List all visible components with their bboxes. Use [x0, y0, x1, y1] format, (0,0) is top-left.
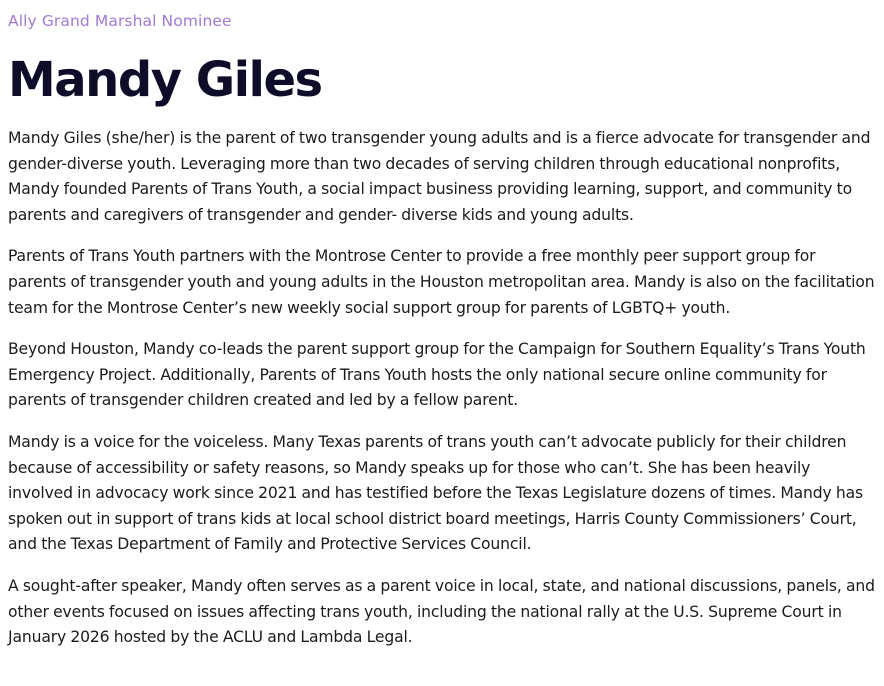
bio-paragraph: Mandy is a voice for the voiceless. Many Texas parents of trans youth can’t advocate publicly for their children because of accessibility or safety reasons, so Mandy speaks up for those who can’t. She has been heavily involved in advocacy work since 2021 and has testified before the Texas Legislature dozens of times. Mandy has spoken out in support of trans kids at local school district board meetings, Harris County Commissioners’ Court, and the Texas Department of Family and Protective Services Council.	[8, 432, 864, 554]
bio-paragraph: Parents of Trans Youth partners with the Montrose Center to provide a free monthly peer support group for parents of transgender youth and young adults in the Houston metropolitan area. Mandy is also on the facilitation team for the Montrose Center’s new weekly social support group for parents of LGBTQ+ youth.	[8, 247, 875, 317]
bio-paragraph: Mandy Giles (she/her) is the parent of two transgender young adults and is a fierce advocate for transgender and gender-diverse youth. Leveraging more than two decades of serving children through educational nonprofits, Mandy founded Parents of Trans Youth, a social impact business providing learning, support, and community to parents and caregivers of transgender and gender- diverse kids and young adults.	[8, 129, 871, 224]
nominee-category-label: Ally Grand Marshal Nominee	[8, 12, 232, 30]
bio-body	[8, 126, 876, 651]
bio-paragraph: A sought-after speaker, Mandy often serves as a parent voice in local, state, and national discussions, panels, and other events focused on issues affecting trans youth, including the national rally at the U.S. Supreme Court in January 2026 hosted by the ACLU and Lambda Legal.	[8, 576, 875, 647]
bio-paragraph: Beyond Houston, Mandy co-leads the parent support group for the Campaign for Southern Equality’s Trans Youth Emergency Project. Additionally, Parents of Trans Youth hosts the only national secure online community for parents of transgender children created and led by a fellow parent.	[8, 340, 866, 410]
page-title: Mandy Giles	[8, 52, 322, 108]
